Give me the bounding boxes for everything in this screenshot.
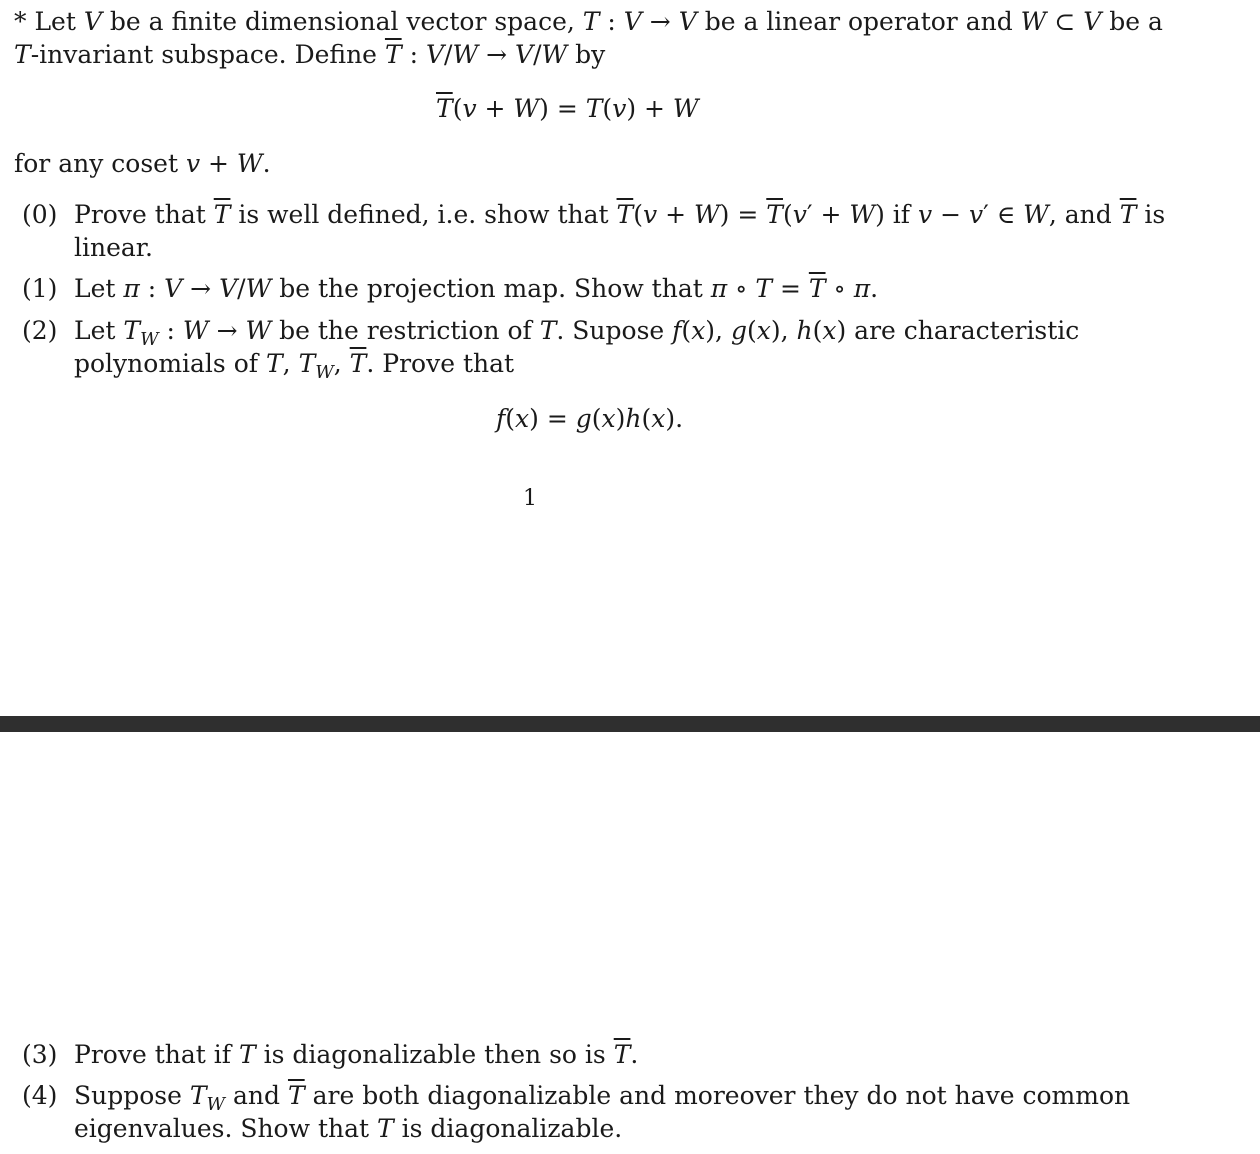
page-separator — [0, 716, 1260, 732]
page-number: 1 — [523, 486, 537, 511]
item-0-line-2: linear. — [74, 233, 153, 262]
display-equation-2: f(x) = g(x)h(x). — [496, 404, 684, 433]
item-label-2: (2) — [22, 316, 58, 345]
item-1-line-1: Let π : V → V/W be the projection map. Show that π ∘ $T = \overline{T}$ ∘ π. — [74, 274, 879, 303]
item-3-line-1: Prove that if T is diagonalizable then so is $\overline{T}$. — [74, 1040, 639, 1069]
item-2-line-1: Let $T_W$ : W → W be the restriction of T. Supose f(x), g(x), h(x) are characteristic — [74, 316, 1080, 350]
intro-line-2: T-invariant subspace. Define $\overline{T}$ : V/W → V/W by — [14, 40, 606, 69]
item-4-line-2: eigenvalues. Show that T is diagonalizable. — [74, 1114, 623, 1143]
after-equation-text: for any coset v + W. — [14, 149, 271, 178]
item-label-1: (1) — [22, 274, 58, 303]
item-label-3: (3) — [22, 1040, 58, 1069]
item-0-line-1: Prove that $\overline{T}$ is well defined, i.e. show that $\overline{T}(v + W) = \overline{T}(v' + W)$ if v − v′ ∈ W, and $\overline{T}$ is — [74, 200, 1166, 229]
display-equation: $\overline{T}(v + W) = T(v) + W$ — [436, 94, 699, 123]
item-label-0: (0) — [22, 200, 58, 229]
intro-line-1: * Let V be a finite dimensional vector space, T : V → V be a linear operator and W ⊂ V be a — [14, 7, 1163, 36]
item-4-line-1: Suppose $T_W$ and $\overline{T}$ are both diagonalizable and moreover they do not have common — [74, 1081, 1131, 1115]
item-label-4: (4) — [22, 1081, 58, 1110]
item-2-line-2: polynomials of T, $T_W$, $\overline{T}$. Prove that — [74, 349, 515, 383]
